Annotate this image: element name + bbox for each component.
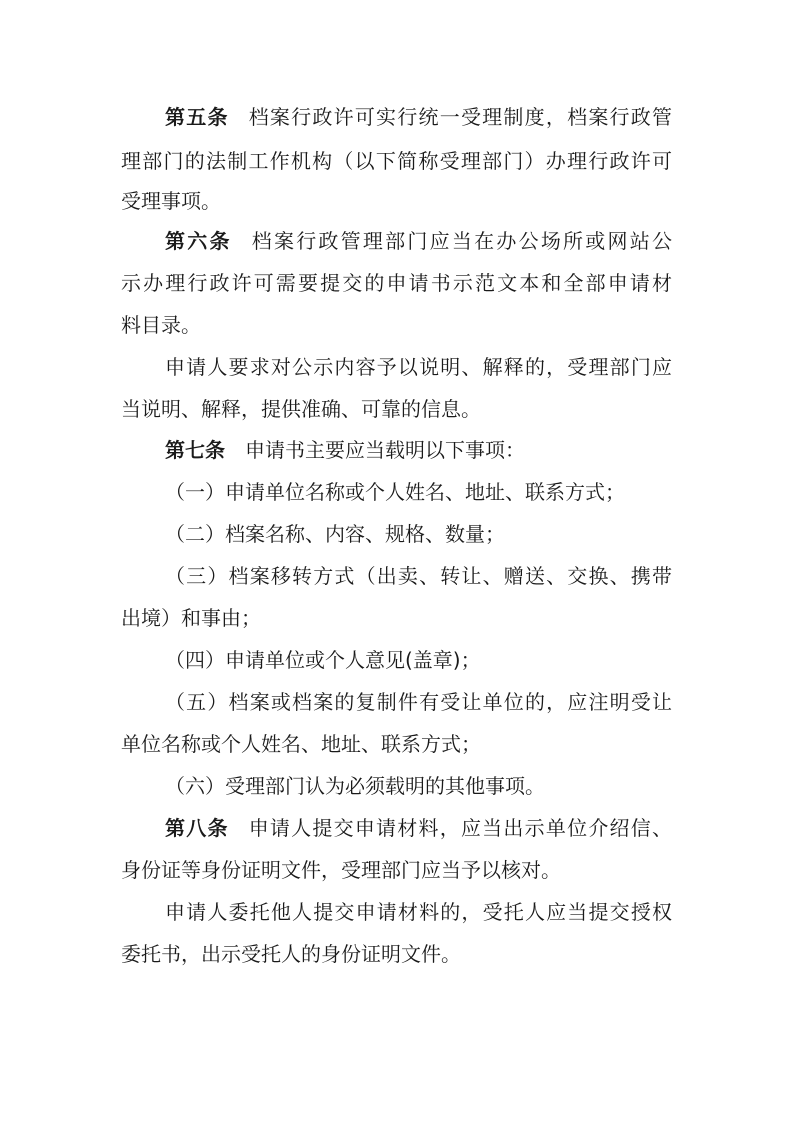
article-6-line-1 bbox=[165, 227, 672, 255]
article-6-para2-line-1: 申请人要求对公示内容予以说明、解释的，受理部门应 bbox=[165, 355, 672, 379]
article-5-line-2: 理部门的法制工作机构（以下简称受理部门）办理行政许可 bbox=[121, 149, 672, 173]
article-7-item-5: （五）档案或档案的复制件有受让单位的，应注明受让 bbox=[165, 690, 672, 714]
article-5-heading: 第五条 bbox=[165, 105, 229, 129]
article-8-heading: 第八条 bbox=[165, 816, 229, 840]
article-8-para2-line-1: 申请人委托他人提交申请材料的，受托人应当提交授权 bbox=[165, 900, 672, 924]
article-5-line-1 bbox=[165, 103, 672, 131]
article-7-item-5-cont: 单位名称或个人姓名、地址、联系方式； bbox=[121, 732, 481, 756]
article-8-line-1 bbox=[165, 814, 672, 842]
article-8-line-2: 身份证等身份证明文件，受理部门应当予以核对。 bbox=[121, 858, 561, 882]
article-8-para2-line-2: 委托书，出示受托人的身份证明文件。 bbox=[121, 942, 461, 966]
article-5-text: 档案行政许可实行统一受理制度，档案行政管 bbox=[248, 105, 673, 129]
article-7-item-2: （二）档案名称、内容、规格、数量； bbox=[165, 522, 505, 546]
article-7-item-1: （一）申请单位名称或个人姓名、地址、联系方式； bbox=[165, 480, 625, 504]
article-7-item-6: （六）受理部门认为必须载明的其他事项。 bbox=[165, 774, 545, 798]
article-6-heading: 第六条 bbox=[165, 229, 232, 253]
article-6-para2-line-2: 当说明、解释，提供准确、可靠的信息。 bbox=[121, 397, 481, 421]
article-6-line-2: 示办理行政许可需要提交的申请书示范文本和全部申请材 bbox=[121, 271, 672, 295]
article-7-line-1 bbox=[165, 436, 525, 464]
article-7-text: 申请书主要应当载明以下事项： bbox=[245, 438, 525, 462]
article-8-text: 申请人提交申请材料，应当出示单位介绍信、 bbox=[248, 816, 673, 840]
article-7-heading: 第七条 bbox=[165, 438, 225, 462]
article-7-item-3: （三）档案移转方式（出卖、转让、赠送、交换、携带 bbox=[165, 564, 672, 588]
article-6-line-3: 料目录。 bbox=[121, 313, 201, 337]
article-7-item-3-cont: 出境）和事由； bbox=[121, 606, 261, 630]
article-5-line-3: 受理事项。 bbox=[121, 189, 221, 213]
article-6-text: 档案行政管理部门应当在办公场所或网站公 bbox=[251, 229, 673, 253]
article-7-item-4: （四）申请单位或个人意见(盖章)； bbox=[165, 648, 481, 672]
